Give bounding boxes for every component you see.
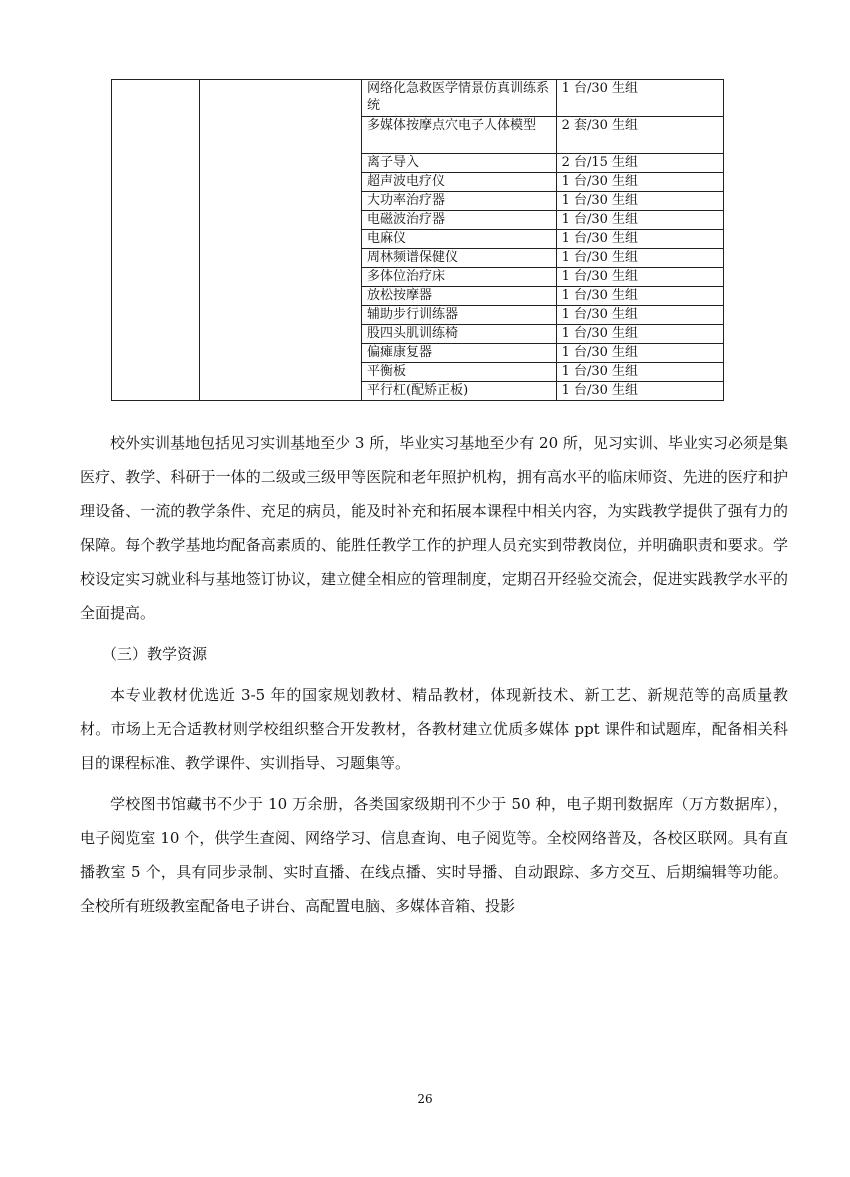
equipment-quantity-cell: 2 台/15 生组 bbox=[556, 154, 723, 173]
equipment-quantity-cell: 1 台/30 生组 bbox=[556, 344, 723, 363]
equipment-name-cell: 电磁波治疗器 bbox=[362, 211, 557, 230]
paragraph-offsite-bases: 校外实训基地包括见习实训基地至少 3 所，毕业实习基地至少有 20 所，见习实训、毕业实习必须是集医疗、教学、科研于一体的二级或三级甲等医院和老年照护机构，拥有高水平的临床师资、先进的医疗和护理设备、一流的教学条件、充足的病员，能及时补充和拓展本课程中相关内容，为实践教学提供了强有力的保障。每个教学基地均配备高素质的、能胜任教学工作的护理人员充实到带教岗位，并明确职责和要求。学校设定实习就业科与基地签订协议，建立健全相应的管理制度，定期召开经验交流会，促进实践教学水平的全面提高。 bbox=[80, 434, 788, 622]
equipment-name-cell: 多媒体按摩点穴电子人体模型 bbox=[362, 117, 557, 154]
equipment-quantity-cell: 1 台/30 生组 bbox=[556, 268, 723, 287]
equipment-name-cell: 周林频谱保健仪 bbox=[362, 249, 557, 268]
equipment-quantity-cell: 1 台/30 生组 bbox=[556, 287, 723, 306]
equipment-quantity-cell: 1 台/30 生组 bbox=[556, 192, 723, 211]
equipment-name-cell: 大功率治疗器 bbox=[362, 192, 557, 211]
equipment-name-cell: 超声波电疗仪 bbox=[362, 173, 557, 192]
equipment-name-cell: 网络化急救医学情景仿真训练系统 bbox=[362, 80, 557, 117]
equipment-quantity-cell: 1 台/30 生组 bbox=[556, 230, 723, 249]
page-number: 26 bbox=[417, 1092, 433, 1106]
section-heading: （三）教学资源 bbox=[102, 645, 208, 663]
merged-category-cell bbox=[112, 80, 200, 401]
equipment-quantity-cell: 1 台/30 生组 bbox=[556, 173, 723, 192]
equipment-name-cell: 放松按摩器 bbox=[362, 287, 557, 306]
equipment-quantity-cell: 1 台/30 生组 bbox=[556, 306, 723, 325]
table-row bbox=[112, 80, 724, 117]
equipment-name-cell: 偏瘫康复器 bbox=[362, 344, 557, 363]
merged-room-cell bbox=[199, 80, 361, 401]
equipment-name-cell: 股四头肌训练椅 bbox=[362, 325, 557, 344]
equipment-table-body bbox=[112, 80, 724, 401]
equipment-quantity-cell: 1 台/30 生组 bbox=[556, 249, 723, 268]
equipment-name-cell: 平衡板 bbox=[362, 363, 557, 382]
equipment-quantity-cell: 1 台/30 生组 bbox=[556, 211, 723, 230]
equipment-quantity-cell: 1 台/30 生组 bbox=[556, 363, 723, 382]
equipment-name-cell: 多体位治疗床 bbox=[362, 268, 557, 287]
equipment-quantity-cell: 1 台/30 生组 bbox=[556, 80, 723, 117]
equipment-name-cell: 平行杠(配矫正板) bbox=[362, 382, 557, 401]
equipment-name-cell: 离子导入 bbox=[362, 154, 557, 173]
body-text bbox=[80, 426, 788, 923]
paragraph-textbooks: 本专业教材优选近 3-5 年的国家规划教材、精品教材，体现新技术、新工艺、新规范等的高质量教材。市场上无合适教材则学校组织整合开发教材，各教材建立优质多媒体 ppt 课件和试题库，配备相关科目的课程标准、教学课件、实训指导、习题集等。 bbox=[80, 686, 788, 772]
equipment-table bbox=[111, 79, 724, 401]
equipment-quantity-cell: 1 台/30 生组 bbox=[556, 325, 723, 344]
equipment-name-cell: 辅助步行训练器 bbox=[362, 306, 557, 325]
paragraph-library: 学校图书馆藏书不少于 10 万余册，各类国家级期刊不少于 50 种，电子期刊数据库（万方数据库），电子阅览室 10 个，供学生查阅、网络学习、信息查询、电子阅览等。全校网络普及，各校区联网。具有直播教室 5 个，具有同步录制、实时直播、在线点播、实时导播、自动跟踪、多方交互、后期编辑等功能。全校所有班级教室配备电子讲台、高配置电脑、多媒体音箱、投影 bbox=[80, 795, 788, 915]
equipment-quantity-cell: 2 套/30 生组 bbox=[556, 117, 723, 154]
equipment-name-cell: 电麻仪 bbox=[362, 230, 557, 249]
equipment-quantity-cell: 1 台/30 生组 bbox=[556, 382, 723, 401]
